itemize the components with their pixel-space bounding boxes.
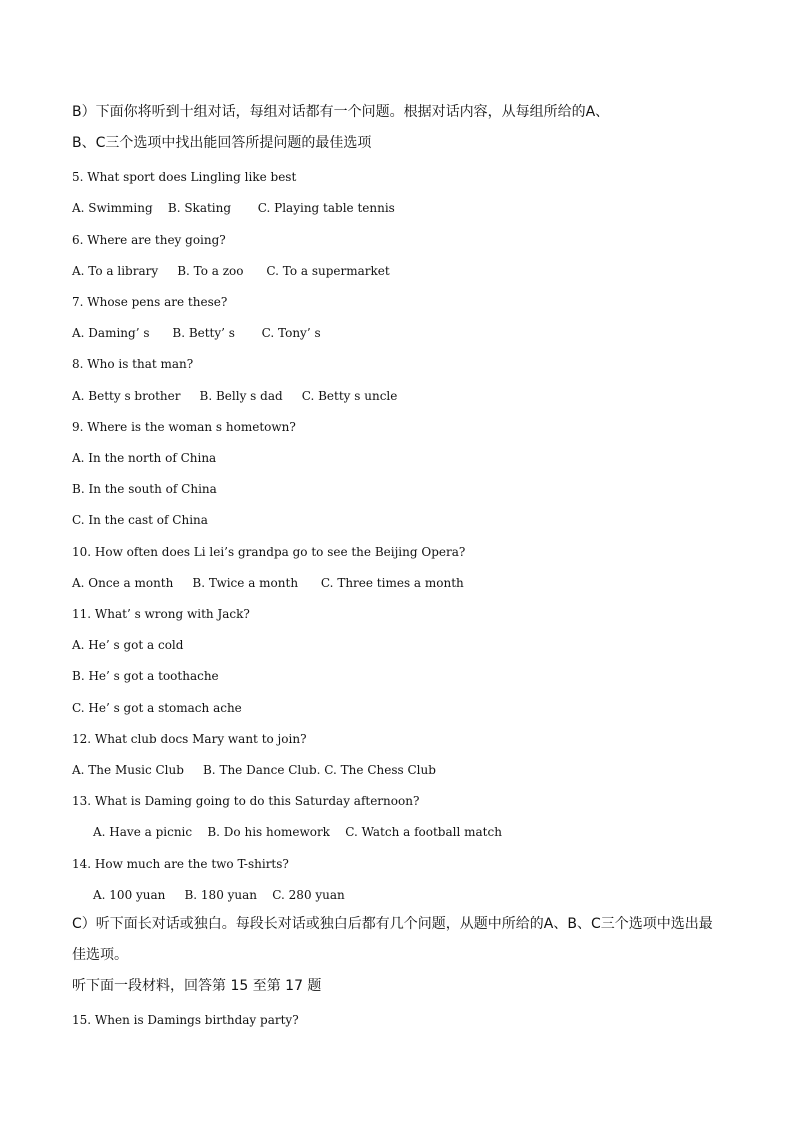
question-14-options: A. 100 yuan B. 180 yuan C. 280 yuan (93, 888, 345, 902)
question-8-options: A. Betty s brother B. Belly s dad C. Betty s uncle (72, 389, 398, 403)
question-5: 5. What sport does Lingling like best (72, 170, 297, 184)
question-7: 7. Whose pens are these? (72, 295, 228, 309)
question-10: 10. How often does Li lei’s grandpa go to see the Beijing Opera? (72, 545, 466, 559)
section-c-instruction-line2: 佳选项。 (72, 947, 128, 963)
question-5-options: A. Swimming B. Skating C. Playing table tennis (72, 201, 395, 215)
question-10-options: A. Once a month B. Twice a month C. Three times a month (72, 576, 464, 590)
question-7-options: A. Daming’ s B. Betty’ s C. Tony’ s (72, 326, 321, 340)
question-9-option-a: A. In the north of China (72, 451, 217, 465)
section-b-instruction-line1: B）下面你将听到十组对话，每组对话都有一个问题。根据对话内容，从每组所给的A、 (72, 104, 610, 120)
question-12: 12. What club docs Mary want to join? (72, 732, 307, 746)
question-11-option-c: C. He’ s got a stomach ache (72, 701, 242, 715)
question-11: 11. What’ s wrong with Jack? (72, 607, 250, 621)
section-b-instruction-line2: B、C三个选项中找出能回答所提问题的最佳选项 (72, 135, 372, 151)
section-c-material-note: 听下面一段材料，回答第 15 至第 17 题 (72, 978, 322, 994)
section-c-instruction-line1: C）听下面长对话或独白。每段长对话或独白后都有几个问题，从题中所给的A、B、C三个选项中选出最 (72, 916, 713, 932)
question-15: 15. When is Damings birthday party? (72, 1013, 299, 1027)
question-11-option-a: A. He’ s got a cold (72, 638, 184, 652)
question-6: 6. Where are they going? (72, 233, 226, 247)
question-13-options: A. Have a picnic B. Do his homework C. Watch a football match (93, 825, 502, 839)
question-6-options: A. To a library B. To a zoo C. To a supermarket (72, 264, 390, 278)
question-9: 9. Where is the woman s hometown? (72, 420, 296, 434)
question-13: 13. What is Daming going to do this Saturday afternoon? (72, 794, 420, 808)
question-12-options: A. The Music Club B. The Dance Club. C. The Chess Club (72, 763, 436, 777)
question-9-option-c: C. In the cast of China (72, 513, 208, 527)
question-14: 14. How much are the two T-shirts? (72, 857, 289, 871)
question-8: 8. Who is that man? (72, 357, 194, 371)
question-11-option-b: B. He’ s got a toothache (72, 669, 219, 683)
question-9-option-b: B. In the south of China (72, 482, 217, 496)
